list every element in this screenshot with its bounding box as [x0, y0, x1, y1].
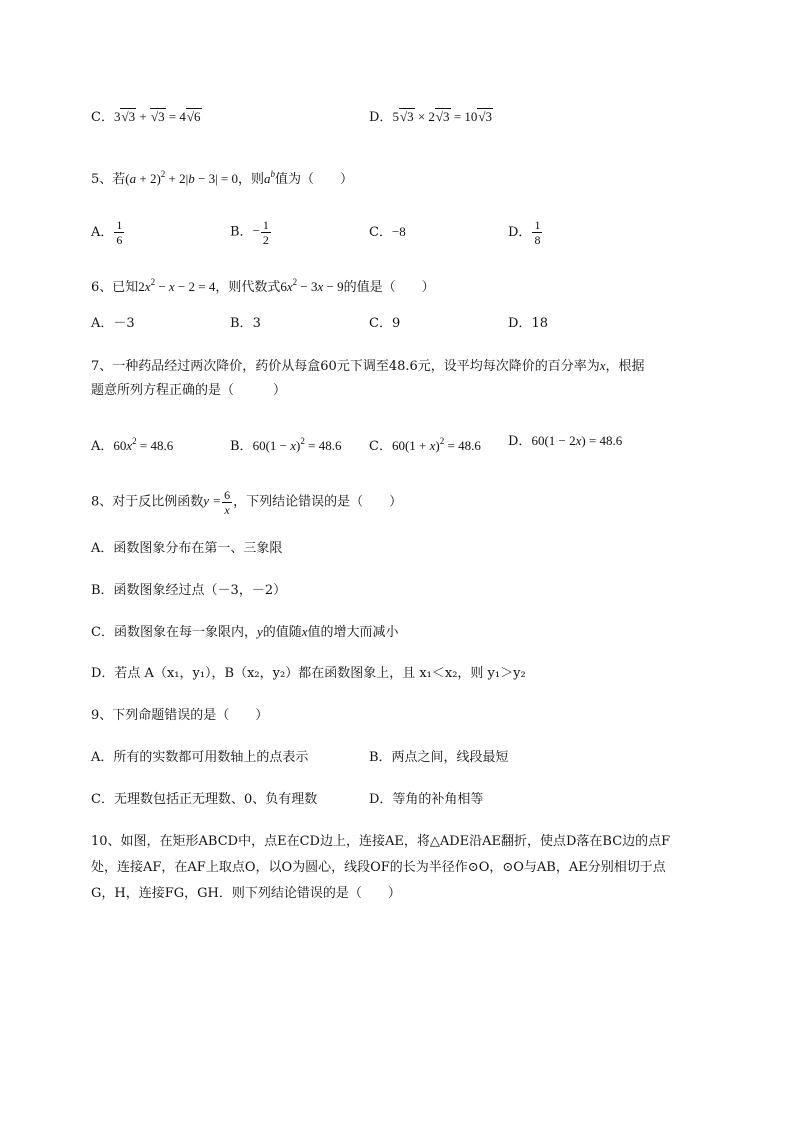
q8-frac-den: x — [224, 503, 230, 517]
q8-frac-num: 6 — [224, 488, 231, 502]
q9-option-a: A．所有的实数都可用数轴上的点表示 — [91, 750, 309, 765]
q8-option-c — [91, 622, 399, 643]
q5-option-b-label: B． — [230, 224, 253, 240]
q9-option-d: D．等角的补角相等 — [369, 792, 484, 807]
q7-option-d-value: 60(1 − 2x) = 48.6 — [531, 433, 623, 448]
q8-stem — [91, 488, 402, 517]
q8-option-a: A．函数图象分布在第一、三象限 — [91, 541, 283, 556]
q4-option-c-label: C． — [91, 110, 114, 125]
q6-option-b-label: B． — [230, 316, 253, 331]
q6-stem-expr2: $6x^2 - 3x - 9$ — [280, 277, 344, 294]
q10-stem-line3: G，H，连接FG，GH．则下列结论错误的是（ ） — [91, 886, 401, 901]
q10-stem-line2: 处，连接AF，在AF上取点O，以O为圆心，线段OF的长为半径作⊙O，⊙O与AB，AE分别相切于点 — [91, 860, 666, 875]
q10-stem-line1: 10、如图，在矩形ABCD中，点E在CD边上，连接AE，将△ADE沿AE翻折，使点D落在BC边的点F — [91, 834, 671, 849]
q6-option-d — [508, 314, 548, 334]
q7-option-c — [369, 431, 481, 457]
q7-option-a-label: A． — [91, 439, 114, 454]
q7-option-c-label: C． — [369, 439, 392, 454]
q6-option-d-label: D． — [508, 316, 532, 331]
q8-option-c-mid: 的值随 — [262, 625, 302, 640]
q6-stem-expr1: $2x^2 - x - 2 = 4$ — [138, 277, 216, 294]
q6-option-c-value: 9 — [391, 316, 401, 331]
q5-option-c-label: C． — [369, 225, 392, 240]
q4-option-d-expr: 5√3 × 2√3 = 10√3 — [392, 109, 493, 124]
q7-option-b — [230, 431, 341, 457]
q7-option-a — [91, 431, 173, 457]
q5-option-b — [230, 218, 272, 247]
q6-stem-suffix: 的值是（ ） — [343, 280, 435, 295]
q6-option-c-label: C． — [369, 316, 392, 331]
q6-stem-prefix: 6、已知 — [91, 280, 139, 295]
q7-stem-var: x — [599, 358, 606, 373]
q8-func-frac — [222, 488, 232, 517]
q5-option-a — [91, 218, 125, 247]
q5-stem-middle: ，则 — [238, 172, 265, 187]
q5-option-c-value: −8 — [391, 224, 406, 239]
q4-option-d-label: D． — [369, 110, 393, 125]
q8-func — [203, 488, 233, 517]
q7-option-d — [508, 431, 622, 452]
q5-stem-expr: $(a + 2)^2 + 2|b - 3| = 0$ — [125, 169, 238, 186]
q7-stem-text: 7、一种药品经过两次降价，药价从每盒60元下调至48.6元，设平均每次降价的百分率为 — [91, 359, 600, 374]
q6-stem — [91, 272, 435, 298]
q6-option-a-label: A． — [91, 316, 114, 331]
q5-option-a-value: $\frac{1}{6}$ — [116, 218, 123, 247]
q7-stem-line2: 题意所列方程正确的是（ ） — [91, 383, 287, 398]
q5-stem-prefix: 5、若 — [91, 172, 126, 187]
q4-option-d — [369, 107, 493, 128]
q6-option-b — [230, 314, 261, 334]
q8-option-c-y: y — [256, 624, 263, 639]
q5-stem-pow: $a^b$ — [264, 169, 276, 186]
q6-option-a — [91, 314, 135, 334]
q8-option-c-end: 值的增大而减小 — [307, 625, 399, 640]
q5-stem — [91, 164, 353, 190]
q5-option-b-value: − $\frac{1}{2}$ — [252, 218, 269, 247]
q7-option-c-value: $60(1 + x)^2 = 48.6$ — [391, 436, 481, 453]
q5-option-d — [508, 218, 543, 247]
q6-option-d-value: 18 — [531, 316, 548, 331]
q9-option-c: C．无理数包括正无理数、0、负有理数 — [91, 792, 318, 807]
q9-stem: 9、下列命题错误的是（ ） — [91, 708, 269, 723]
q4-option-c-expr: 3√3 + √3 = 4√6 — [113, 109, 201, 124]
q6-option-b-value: 3 — [252, 316, 261, 331]
q5-option-c — [369, 222, 406, 243]
q4-option-c — [91, 107, 202, 128]
q7-option-b-value: $60(1 - x)^2 = 48.6$ — [252, 436, 342, 453]
q7-option-a-value: $60x^2 = 48.6$ — [113, 436, 174, 453]
q7-stem-line1 — [91, 356, 645, 377]
q6-option-a-value: －3 — [113, 316, 135, 331]
q5-stem-suffix: 值为（ ） — [275, 172, 354, 187]
q8-option-d: D．若点 A（x₁，y₁），B（x₂，y₂）都在函数图象上，且 x₁＜x₂，则 y₁＞y₂ — [91, 666, 526, 681]
q7-option-d-label: D． — [508, 434, 532, 449]
q8-option-c-pre: C．函数图象在每一象限内， — [91, 625, 257, 640]
q9-option-b: B．两点之间，线段最短 — [369, 750, 509, 765]
q5-option-d-value: $\frac{1}{8}$ — [534, 218, 541, 247]
q7-option-b-label: B． — [230, 439, 253, 454]
q5-option-a-label: A． — [91, 225, 114, 240]
q8-option-b: B．函数图象经过点（－3，－2） — [91, 583, 287, 598]
q8-stem-suffix: ，下列结论错误的是（ ） — [233, 494, 403, 510]
q8-func-lhs: y = — [203, 493, 222, 509]
q7-stem-end: ，根据 — [605, 359, 645, 374]
q8-option-c-x: x — [301, 624, 308, 639]
q6-option-c — [369, 314, 400, 334]
q8-stem-prefix: 8、对于反比例函数 — [91, 494, 204, 510]
q5-option-d-label: D． — [508, 225, 532, 240]
q6-stem-middle: ，则代数式 — [215, 280, 281, 295]
